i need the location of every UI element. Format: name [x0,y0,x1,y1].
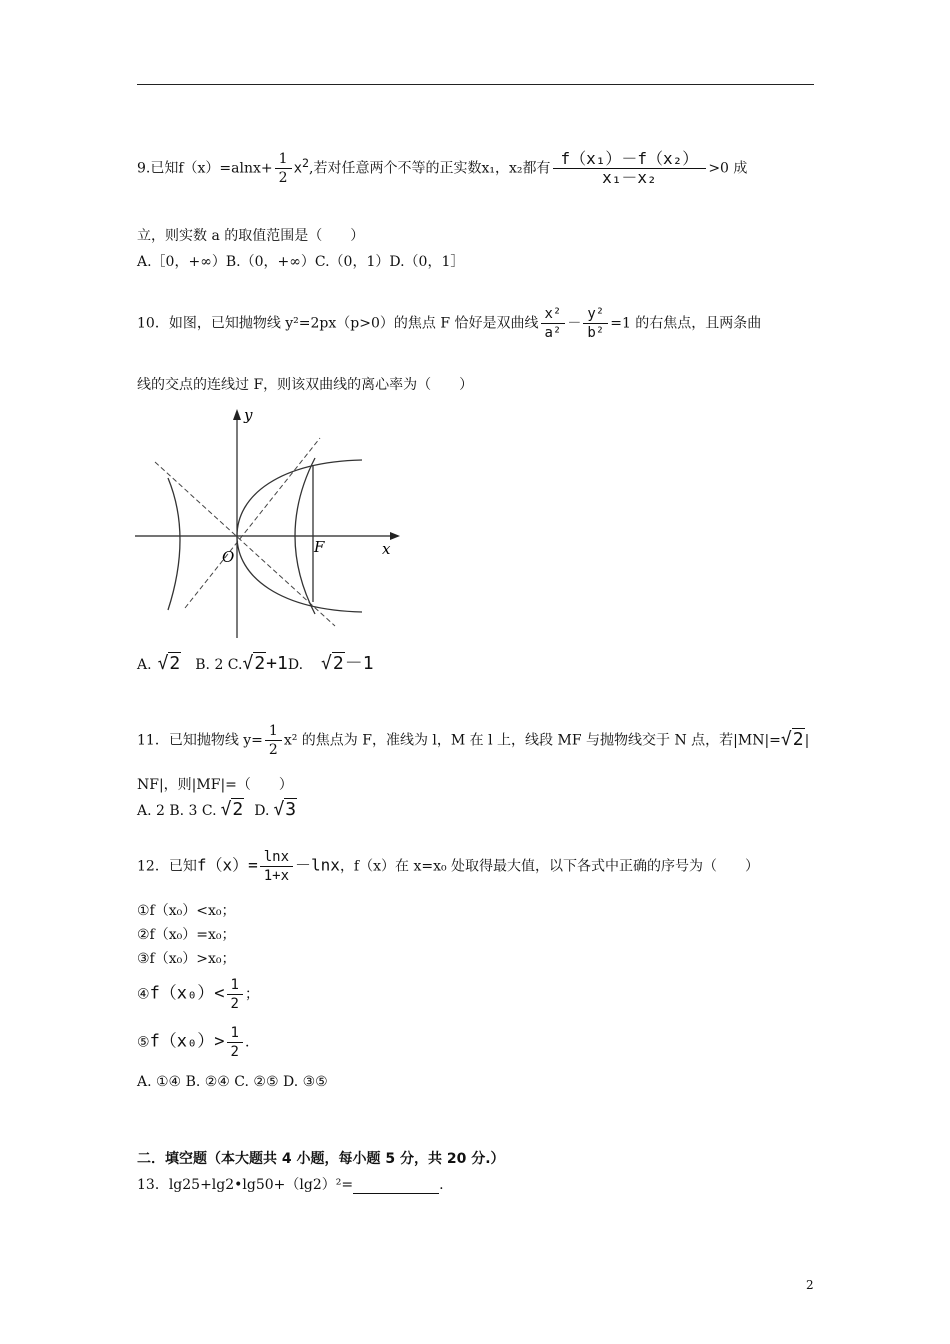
q12-item-5: ⑤f（x₀）> $\frac{1}{2}$ . [137,1025,250,1060]
sqrt-2-option-a: √2 [157,653,181,674]
q11-option-d-sqrt: √3 [273,799,297,820]
q12-item-5-half: $\frac{1}{2}$ [227,1024,243,1061]
asymptote-descending [155,462,335,626]
q12-item-2: ②f（x₀）=x₀； [137,927,236,943]
q9-half-fraction: $\frac{1}{2}$ [275,150,292,187]
q9-condition: ,若对任意两个不等的正实数 [309,160,482,177]
q12-item-1: ①f（x₀）<x₀； [137,903,236,919]
asymptote-ascending [185,438,320,608]
question-11-options: A. 2 B. 3 C. √2 D. √3 [137,799,297,820]
q12-item-3: ③f（x₀）>x₀； [137,951,236,967]
question-10-options: A. √2 B. 2 C.√2+1D. √2－1 [137,653,374,674]
q9-function: f（x）=alnx+ [178,160,273,177]
answer-blank [353,1179,439,1194]
question-12-options: A. ①④ B. ②④ C. ②⑤ D. ③⑤ [137,1074,328,1090]
hyperbola-left-branch [168,478,180,610]
sqrt-2-option-d: √2 [321,653,344,674]
q9-variables: x₁，x₂ [481,160,523,177]
q12-item-4-half: $\frac{1}{2}$ [227,976,243,1013]
q9-prefix: 9.已知 [137,160,179,177]
figure-focus-label: F [314,538,325,556]
parabola-hyperbola-figure [130,400,420,645]
q9-difference-quotient: $\frac{\text{f（x₁）－f（x₂）}}{\text{x₁－x₂}}$ [553,150,707,187]
page-number: 2 [806,1278,814,1292]
q10-y-fraction: $\frac{\text{y²}}{\text{b²}}$ [583,305,608,342]
q11-sqrt-2: √2 [780,728,804,750]
question-10-line-1: 10．如图，已知抛物线 y²=2px（p>0）的焦点 F 恰好是双曲线 $\frac{\text{x²}}{\text{a²}}$ － $\frac{\text{y²}}{\text{b²}}$ =1 的右焦点，且两条曲 [137,306,762,341]
question-11-line-2: NF|，则|MF|=（ ） [137,777,293,793]
section-2-heading: 二．填空题（本大题共 4 小题，每小题 5 分，共 20 分.） [137,1151,505,1167]
sqrt-2-option-c: √2 [242,653,266,674]
y-axis-arrow [233,409,241,420]
x-axis-arrow [390,532,400,540]
q11-half-fraction: $\frac{1}{2}$ [265,722,282,759]
q10-x-fraction: $\frac{\text{x²}}{\text{a²}}$ [541,305,566,342]
question-9-options: A.［0，+∞）B.（0，+∞）C.（0，1）D.（0，1］ [137,254,465,270]
question-9-line-2: 立，则实数 a 的取值范围是（ ） [137,228,365,244]
question-13: 13．lg25+lg2•lg50+（lg2）²= . [137,1177,444,1193]
header-rule [137,84,814,85]
figure-y-label: y [244,406,253,424]
q12-item-4: ④f（x₀）< $\frac{1}{2}$ ； [137,977,259,1012]
question-9-line-1: 9.已知f（x）=alnx+ $\frac{1}{2}$ $x^2$,若对任意两个不等的正实数x₁，x₂都有 $\frac{\text{f（x₁）－f（x₂）}}{\text{x₁－x₂}}$ >0 成 [137,149,748,187]
figure-x-label: x [382,540,391,558]
question-10-line-2: 线的交点的连线过 F，则该双曲线的离心率为（ ） [137,377,474,393]
question-11-line-1: 11．已知抛物线 y= $\frac{1}{2}$ x² 的焦点为 F，准线为 l，M 在 l 上，线段 MF 与抛物线交于 N 点，若|MN|=√2| [137,723,810,758]
question-12-line-1: 12．已知f（x）= $\frac{\ln x}{1+x}$ －lnx，f（x）在 x=x₀ 处取得最大值，以下各式中正确的序号为（ ） [137,849,760,884]
figure-origin-label: O [222,548,235,566]
q11-option-c-sqrt: √2 [220,799,244,820]
q12-log-fraction: $\frac{\ln x}{1+x}$ [260,848,293,885]
